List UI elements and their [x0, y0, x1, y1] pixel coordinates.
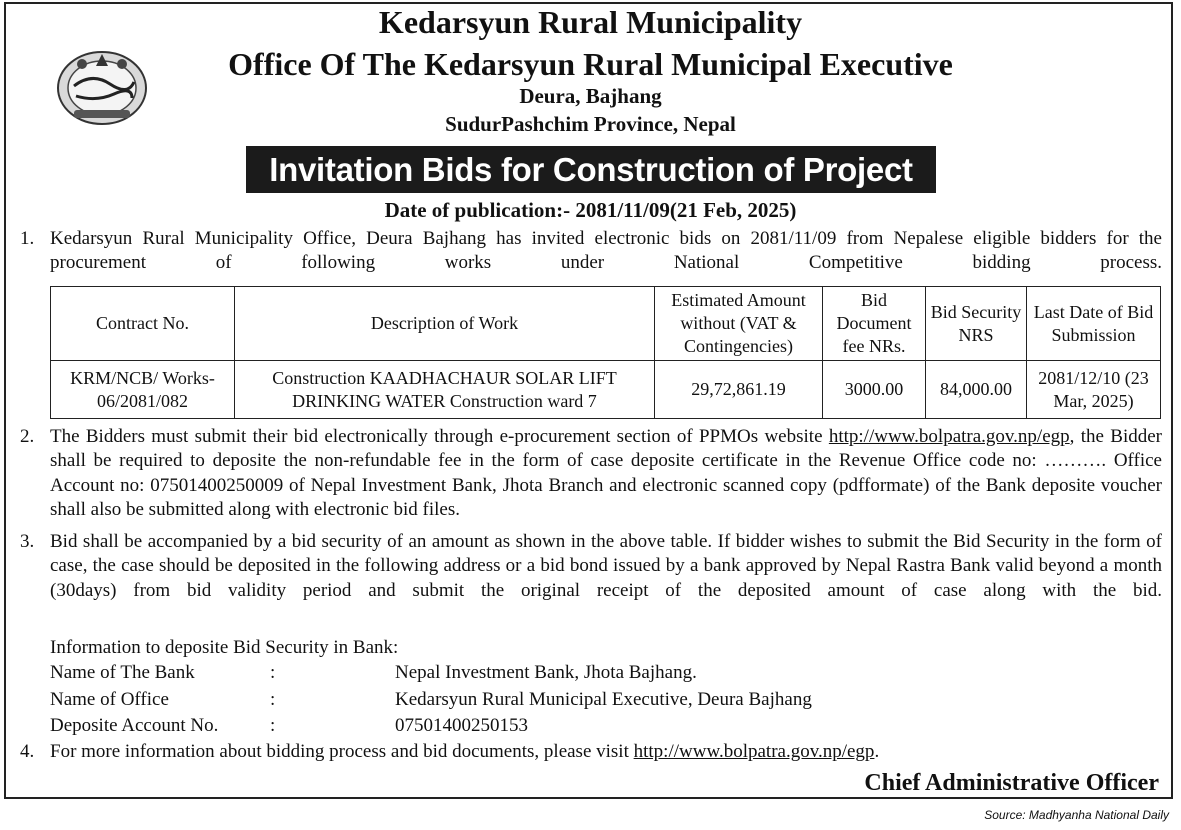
office-address: Deura, Bajhang — [519, 84, 662, 108]
header-estimated-amount: Estimated Amount without (VAT & Contingencies) — [655, 287, 823, 361]
header-description: Description of Work — [235, 287, 655, 361]
deposit-colon: : — [270, 689, 276, 710]
clause-text — [50, 740, 1162, 764]
signatory-title: Chief Administrative Officer — [864, 770, 1159, 796]
cell-last-date: 2081/12/10 (23 Mar, 2025) — [1027, 361, 1161, 419]
clause-2 — [20, 425, 1162, 522]
deposit-value: Kedarsyun Rural Municipal Executive, Deura Bajhang — [395, 689, 812, 710]
clause-text-end: . — [874, 741, 880, 762]
clause-number: 1. — [20, 228, 35, 249]
cell-estimated-amount: 29,72,861.19 — [655, 361, 823, 419]
clause-number: 2. — [20, 426, 35, 447]
header-contract-no: Contract No. — [51, 287, 235, 361]
deposit-colon: : — [270, 662, 276, 683]
deposit-intro: Information to deposite Bid Security in Bank: — [50, 637, 399, 658]
deposit-label: Name of Office — [50, 689, 169, 710]
notice-title-banner: Invitation Bids for Construction of Project — [246, 146, 936, 193]
office-province: SudurPashchim Province, Nepal — [445, 112, 736, 136]
bolpatra-link[interactable]: http://www.bolpatra.gov.np/egp — [633, 741, 875, 762]
deposit-value: Nepal Investment Bank, Jhota Bajhang. — [395, 662, 697, 683]
clause-text: Kedarsyun Rural Municipality Office, Deura Bajhang has invited electronic bids on 2081/11/09 from Nepalese eligible bidders for the procurement of following works under National Competitive bidding process. — [50, 228, 1162, 274]
office-name: Office Of The Kedarsyun Rural Municipal Executive — [228, 46, 953, 82]
cell-contract-no: KRM/NCB/ Works-06/2081/082 — [51, 361, 235, 419]
clause-text-end: , the Bidder shall be required to deposite the non-refundable fee in the form of case deposite certificate in the Revenue Office code no: ………. Office Account no: 07501400250009 of Nepal Investment Bank, Jhota Branch and electronic scanned copy (pdfformate) of the Bank deposite voucher shall also be submitted along with electronic bid files. — [50, 426, 1162, 520]
publication-date: Date of publication:- 2081/11/09(21 Feb, 2025) — [384, 198, 797, 222]
header-last-date: Last Date of Bid Submission — [1027, 287, 1161, 361]
cell-description: Construction KAADHACHAUR SOLAR LIFT DRINKING WATER Construction ward 7 — [235, 361, 655, 419]
bid-table — [50, 286, 1161, 419]
header-bid-security: Bid Security NRS — [926, 287, 1027, 361]
clause-text: Bid shall be accompanied by a bid security of an amount as shown in the above table. If bidder wishes to submit the Bid Security in the form of case, the case should be deposited in the following address or a bid bond issued by a bank approved by Nepal Rastra Bank valid beyond a month (30days) from bid validity period and submit the original receipt of the deposited amount of case along with the bid. — [50, 531, 1162, 601]
clause-text-start: The Bidders must submit their bid electronically through e-procurement section of PPMOs website — [50, 426, 829, 447]
deposit-colon: : — [270, 715, 276, 736]
deposit-label: Name of The Bank — [50, 662, 195, 683]
deposit-label: Deposite Account No. — [50, 715, 219, 736]
clause-number: 4. — [20, 741, 35, 762]
clause-text — [50, 425, 1162, 522]
clause-text-start: For more information about bidding process and bid documents, please visit — [50, 741, 634, 762]
clause-number: 3. — [20, 531, 35, 552]
table-row — [51, 361, 1161, 419]
bolpatra-link[interactable]: http://www.bolpatra.gov.np/egp — [828, 426, 1070, 447]
table-header-row — [51, 287, 1161, 361]
header-bid-document-fee: Bid Document fee NRs. — [823, 287, 926, 361]
deposit-value: 07501400250153 — [395, 715, 528, 736]
source-credit: Source: Madhyanha National Daily — [984, 808, 1169, 822]
municipality-name: Kedarsyun Rural Municipality — [378, 4, 803, 40]
cell-bid-document-fee: 3000.00 — [823, 361, 926, 419]
clause-4 — [20, 740, 1162, 764]
cell-bid-security: 84,000.00 — [926, 361, 1027, 419]
clause-3 — [20, 530, 1162, 627]
